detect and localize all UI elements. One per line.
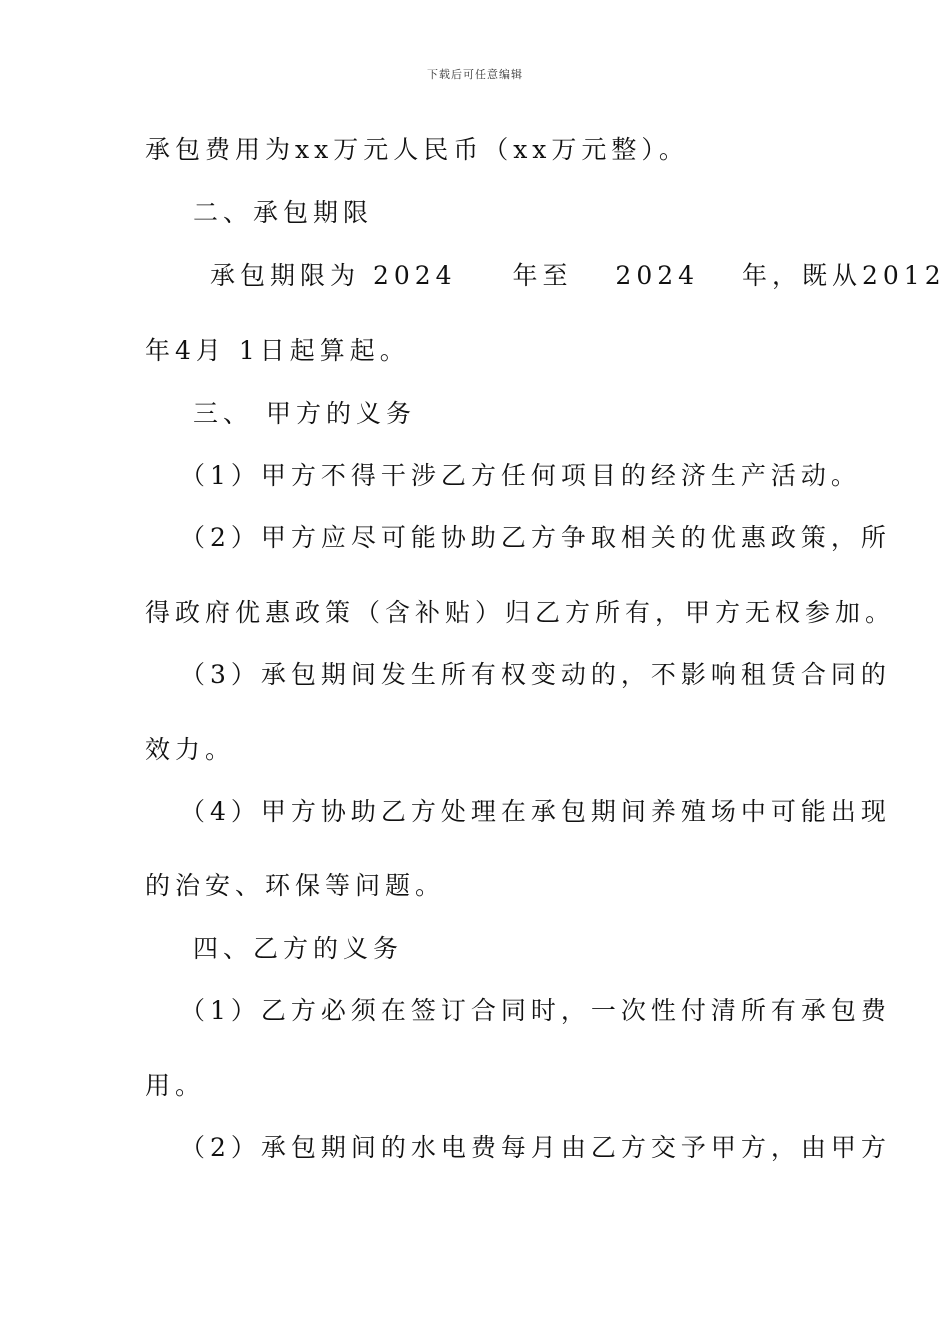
clause-party-a-3-cont: 效力。	[145, 735, 236, 764]
clause-party-a-4-cont: 的治安、环保等问题。	[145, 871, 446, 900]
clause-party-b-1: （1）乙方必须在签订合同时，一次性付清所有承包费	[180, 996, 891, 1025]
clause-party-a-2-cont: 得政府优惠政策（含补贴）归乙方所有，甲方无权参加。	[145, 598, 896, 627]
clause-party-a-1: （1）甲方不得干涉乙方任何项目的经济生产活动。	[180, 461, 861, 490]
paragraph-term-years: 承包期限为 2024 年至 2024 年，既从2012	[210, 261, 946, 290]
clause-party-b-1-cont: 用。	[145, 1071, 206, 1100]
section-heading-party-b: 四、乙方的义务	[193, 934, 404, 963]
clause-party-b-2: （2）承包期间的水电费每月由乙方交予甲方，由甲方	[180, 1133, 891, 1162]
clause-party-a-2: （2）甲方应尽可能协助乙方争取相关的优惠政策，所	[180, 523, 891, 552]
clause-party-a-3: （3）承包期间发生所有权变动的，不影响租赁合同的	[180, 660, 891, 689]
section-heading-term: 二、承包期限	[193, 198, 374, 227]
section-heading-party-a: 三、 甲方的义务	[193, 399, 416, 428]
paragraph-fee-amount: 承包费用为xx万元人民币（xx万元整）。	[145, 135, 689, 164]
page-header-note: 下载后可任意编辑	[427, 68, 523, 81]
paragraph-term-start: 年4月 1日起算起。	[145, 336, 410, 365]
clause-party-a-4: （4）甲方协助乙方处理在承包期间养殖场中可能出现	[180, 797, 891, 826]
